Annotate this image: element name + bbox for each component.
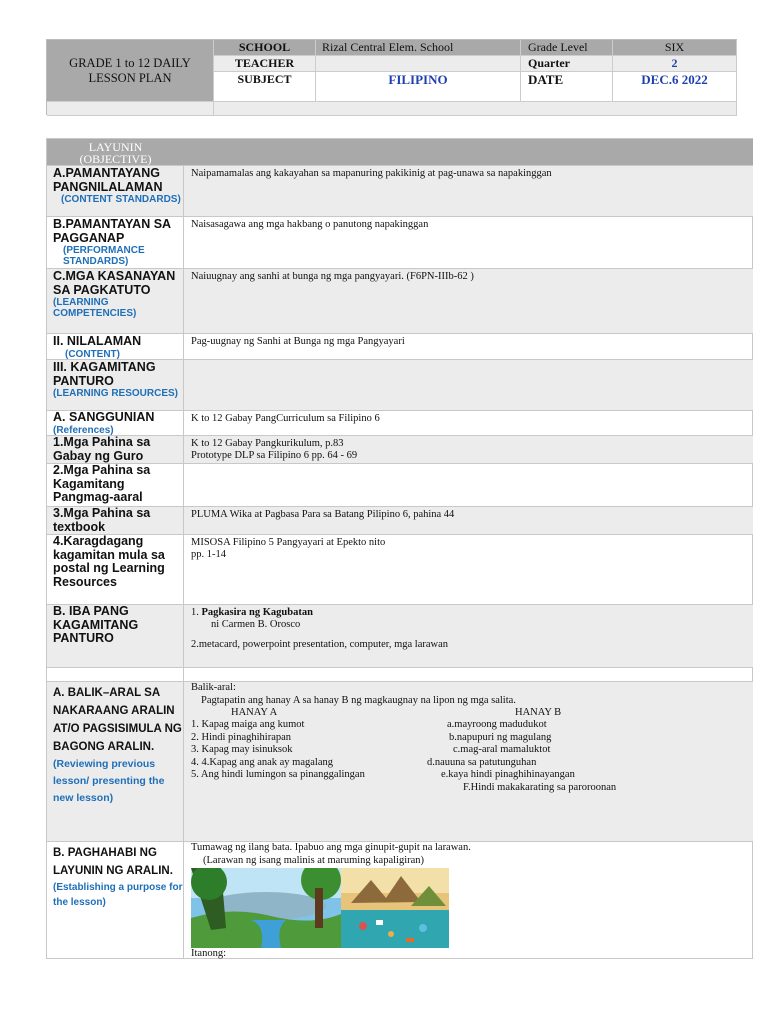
lesson-plan-table [46,138,753,959]
sanggunian-row [47,411,753,436]
hanay-b-item: F.Hindi makakarating sa paroroonan [463,781,617,793]
balik-aral-heading: Balik-aral: [191,682,236,693]
paghahabi-row [47,842,753,959]
gabay-row [47,436,753,464]
performance-standards-value: Naisasagawa ang mga hakbang o panutong napakinggan [191,219,429,230]
iba-item-1: Pagkasira ng Kagubatan [201,607,313,618]
content-standards-value: Naipamamalas ang kakayahan sa mapanuring pakikinig at pag-unawa sa napakinggan [191,168,552,179]
gabay-value-1: K to 12 Gabay Pangkurikulum, p.83 [191,438,344,449]
hanay-a-item: 4. 4.Kapag ang anak ay magalang [191,756,333,768]
paghahabi-line-2: (Larawan ng isang malinis at maruming kapaligiran) [203,854,425,866]
layunin-row [47,139,753,166]
textbook-row [47,507,753,535]
kagamitan-value [185,360,753,410]
subject-value: FILIPINO [316,72,521,102]
lesson-plan-header [46,39,737,115]
performance-standards-row [47,217,753,269]
competencies-title: C.MGA KASANAYAN SA PAGKATUTO [53,269,176,297]
kagamitan-sub: (LEARNING RESOURCES) [53,388,179,399]
school-value: Rizal Central Elem. School [316,40,521,56]
textbook-title: 3.Mga Pahina sa textbook [53,506,151,534]
grade-value: SIX [613,40,737,56]
environment-pictures [191,868,449,948]
kagamitan-row [47,360,753,411]
competencies-value: Naiuugnay ang sanhi at bunga ng mga pangyayari. (F6PN-IIIb-62 ) [191,271,474,282]
hanay-b-item: e.kaya hindi pinaghihinayangan [441,769,575,780]
performance-standards-sub: (PERFORMANCE STANDARDS) [63,245,145,267]
kagamitan-title: III. KAGAMITANG PANTURO [53,360,156,388]
paghahabi-sub: (Establishing a purpose for the lesson) [53,882,183,908]
gabay-value-2: Prototype DLP sa Filipino 6 pp. 64 - 69 [191,450,358,461]
nilalaman-row [47,334,753,360]
karagdagang-value-2: pp. 1-14 [191,549,226,560]
content-standards-title: A.PAMANTAYANG PANGNILALAMAN [53,166,163,194]
paghahabi-line-1: Tumawag ng ilang bata. Ipabuo ang mga ginupit-gupit na larawan. [191,842,471,853]
content-standards-sub: (CONTENT STANDARDS) [61,194,181,205]
paghahabi-title: B. PAGHAHABI NG LAYUNIN NG ARALIN. [53,847,173,877]
hanay-a-item: 2. Hindi pinaghihirapan [191,731,292,743]
layunin-title: LAYUNIN [88,140,143,154]
teacher-label: TEACHER [214,56,316,72]
grade-label: Grade Level [521,40,613,56]
kagamitang-value [185,464,753,506]
iba-item-1-num: 1. [191,607,199,618]
blank-cell [47,102,214,116]
sanggunian-value: K to 12 Gabay PangCurriculum sa Filipino 6 [191,413,380,424]
nilalaman-title: II. NILALAMAN [53,334,142,348]
kagamitang-row [47,464,753,507]
hanay-a-item: 3. Kapag may isinuksok [191,744,293,755]
subject-label: SUBJECT [214,72,316,102]
gabay-title: 1.Mga Pahina sa Gabay ng Guro [53,435,151,463]
hanay-b-item: a.mayroong madudukot [447,719,547,730]
school-label: SCHOOL [214,40,316,56]
balik-aral-instruction: Pagtapatin ang hanay A sa hanay B ng magkaugnay na lipon ng mga salita. [201,694,516,706]
iba-item-1-author: ni Carmen B. Orosco [211,619,301,630]
layunin-sub: (OBJECTIVE) [79,152,152,166]
competencies-row [47,269,753,334]
hanay-a-item: 5. Ang hindi lumingon sa pinanggalingan [191,769,365,780]
hanay-b-item: c.mag-aral mamaluktot [453,744,551,755]
balik-aral-sub: (Reviewing previous lesson/ presenting the new lesson) [53,758,165,804]
nilalaman-value: Pag-uugnay ng Sanhi at Bunga ng mga Pangyayari [191,336,405,347]
karagdagang-row [47,535,753,605]
sanggunian-title: A. SANGGUNIAN [53,410,155,424]
iba-item-2: 2.metacard, powerpoint presentation, computer, mga larawan [191,639,449,650]
teacher-value [316,56,521,72]
hanay-b-label: HANAY B [515,707,562,718]
spacer-row [47,668,753,682]
kagamitang-title: 2.Mga Pahina sa Kagamitang Pangmag-aaral [53,463,151,504]
balik-aral-row [47,682,753,842]
iba-pang-row [47,605,753,668]
hanay-b-item: b.napupuri ng magulang [449,731,552,743]
karagdagang-value-1: MISOSA Filipino 5 Pangyayari at Epekto nito [191,537,386,548]
hanay-b-item: d.nauuna sa patutunguhan [427,756,537,768]
balik-aral-title: A. BALIK–ARAL SA NAKARAANG ARALIN AT/O PAGSISIMULA NG BAGONG ARALIN. [53,687,182,753]
performance-standards-title: B.PAMANTAYAN SA PAGGANAP [53,217,171,245]
nilalaman-sub: (CONTENT) [65,348,120,360]
hanay-a-item: 1. Kapag maiga ang kumot [191,719,305,730]
karagdagang-title: 4.Karagdagang kagamitan mula sa postal ng Learning Resources [53,534,165,589]
quarter-value: 2 [613,56,737,72]
paghahabi-footer: Itanong: [191,948,226,959]
date-value: DEC.6 2022 [613,72,737,102]
date-label: DATE [521,72,613,102]
iba-pang-title: B. IBA PANG KAGAMITANG PANTURO [53,604,139,645]
content-standards-row [47,166,753,217]
textbook-value: PLUMA Wika at Pagbasa Para sa Batang Pilipino 6, pahina 44 [191,509,455,520]
sanggunian-sub: (References) [53,424,114,436]
competencies-sub: (LEARNING COMPETENCIES) [53,297,137,319]
blank-cell [214,102,737,116]
hanay-a-label: HANAY A [231,707,278,718]
plan-title: GRADE 1 to 12 DAILY LESSON PLAN [47,40,214,102]
quarter-label: Quarter [521,56,613,72]
